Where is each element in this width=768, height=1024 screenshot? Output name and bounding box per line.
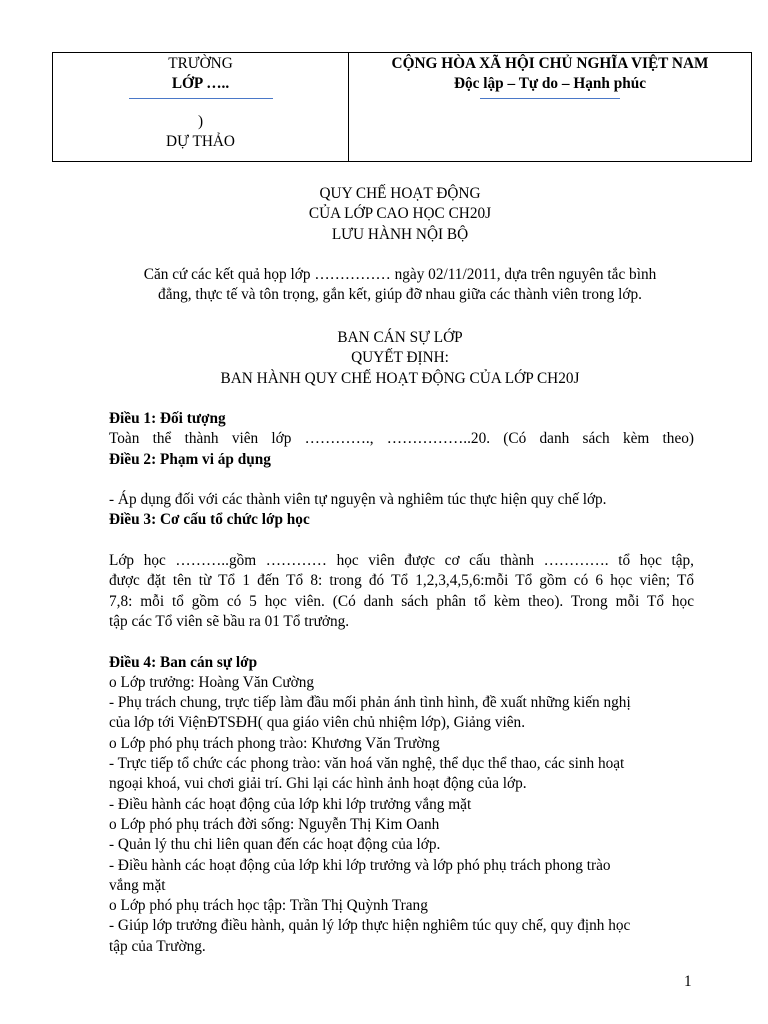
page-number: 1 xyxy=(684,973,692,990)
document-title xyxy=(80,184,720,245)
article-4-line: o Lớp phó phụ trách đời sống: Nguyễn Thị Kim Oanh xyxy=(109,815,440,833)
article-1-heading: Điều 1: Đối tượng xyxy=(109,410,226,427)
school-name: TRƯỜNG xyxy=(168,55,233,72)
article-4-line: - Phụ trách chung, trực tiếp làm đầu mối phản ánh tình hình, đề xuất những kiến nghị xyxy=(109,694,631,712)
article-4-line: của lớp tới ViệnĐTSĐH( qua giáo viên chủ nhiệm lớp), Giảng viên. xyxy=(109,714,526,732)
title-line-3: LƯU HÀNH NỘI BỘ xyxy=(331,225,469,243)
article-4-line: - Giúp lớp trưởng điều hành, quản lý lớp thực hiện nghiêm túc quy chế, quy định học xyxy=(109,917,631,935)
article-4-line: o Lớp trưởng: Hoàng Văn Cường xyxy=(109,673,314,691)
motto-underline xyxy=(480,98,620,99)
header-right-cell xyxy=(349,53,751,99)
preamble xyxy=(80,265,720,306)
article-1-text: Toàn thể thành viên lớp …………., ……………..20. (Có danh sách kèm theo) xyxy=(109,430,694,448)
article-4-line: o Lớp phó phụ trách học tập: Trần Thị Quỳnh Trang xyxy=(109,897,428,915)
article-3-heading: Điều 3: Cơ cấu tổ chức lớp học xyxy=(109,511,310,529)
country-name: CỘNG HÒA XÃ HỘI CHỦ NGHĨA VIỆT NAM xyxy=(391,55,709,72)
title-line-1: QUY CHẾ HOẠT ĐỘNG xyxy=(319,185,481,202)
article-4-line: - Trực tiếp tổ chức các phong trào: văn hoá văn nghệ, thể dục thể thao, các sinh hoạt xyxy=(109,755,625,773)
motto: Độc lập – Tự do – Hạnh phúc xyxy=(453,75,647,93)
article-4-line: vắng mặt xyxy=(109,876,166,894)
class-name: LỚP ….. xyxy=(171,75,230,93)
title-line-2: CỦA LỚP CAO HỌC CH20J xyxy=(308,205,492,223)
paren-mark: ) xyxy=(197,112,204,130)
header-left-cell xyxy=(53,53,349,161)
header-table xyxy=(52,52,752,162)
article-3-line-2: được đặt tên từ Tổ 1 đến Tổ 8: trong đó Tổ 1,2,3,4,5,6:mỗi Tổ gồm có 6 học viên; Tổ xyxy=(109,572,694,590)
decision-line-1: BAN CÁN SỰ LỚP xyxy=(337,329,463,346)
article-4-line: tập của Trường. xyxy=(109,937,206,955)
preamble-line-2: đẳng, thực tế và tôn trọng, gắn kết, giúp đỡ nhau giữa các thành viên trong lớp. xyxy=(158,286,642,304)
article-3-line-1: Lớp học ………..gồm ………… học viên được cơ cấu thành …………. tổ học tập, xyxy=(109,552,694,570)
decision-line-2: QUYẾT ĐỊNH: xyxy=(351,349,449,367)
article-4-line: o Lớp phó phụ trách phong trào: Khương Văn Trường xyxy=(109,734,440,752)
article-4-line: - Quản lý thu chi liên quan đến các hoạt động của lớp. xyxy=(109,836,441,854)
draft-label: DỰ THẢO xyxy=(166,132,235,150)
article-3-line-3: 7,8: mỗi tổ gồm có 5 học viên. (Có danh sách phân tổ kèm theo). Trong mỗi Tổ học xyxy=(109,592,694,610)
article-4-line: ngoại khoá, vui chơi giải trí. Ghi lại các hình ảnh hoạt động của lớp. xyxy=(109,775,527,793)
decision-heading xyxy=(80,328,720,389)
article-4-line: - Điều hành các hoạt động của lớp khi lớp trưởng và lớp phó phụ trách phong trào xyxy=(109,856,611,874)
preamble-line-1: Căn cứ các kết quả họp lớp …………… ngày 02/11/2011, dựa trên nguyên tắc bình xyxy=(143,266,657,283)
article-3-line-4: tập các Tổ viên sẽ bầu ra 01 Tổ trưởng. xyxy=(109,612,350,630)
article-4-line: - Điều hành các hoạt động của lớp khi lớp trưởng vắng mặt xyxy=(109,795,472,813)
decision-line-3: BAN HÀNH QUY CHẾ HOẠT ĐỘNG CỦA LỚP CH20J xyxy=(220,369,580,387)
article-2-heading: Điều 2: Phạm vi áp dụng xyxy=(109,450,271,468)
article-2-text: - Áp dụng đối với các thành viên tự nguyện và nghiêm túc thực hiện quy chế lớp. xyxy=(109,491,607,509)
article-4-heading: Điều 4: Ban cán sự lớp xyxy=(109,653,258,671)
articles xyxy=(109,409,694,957)
